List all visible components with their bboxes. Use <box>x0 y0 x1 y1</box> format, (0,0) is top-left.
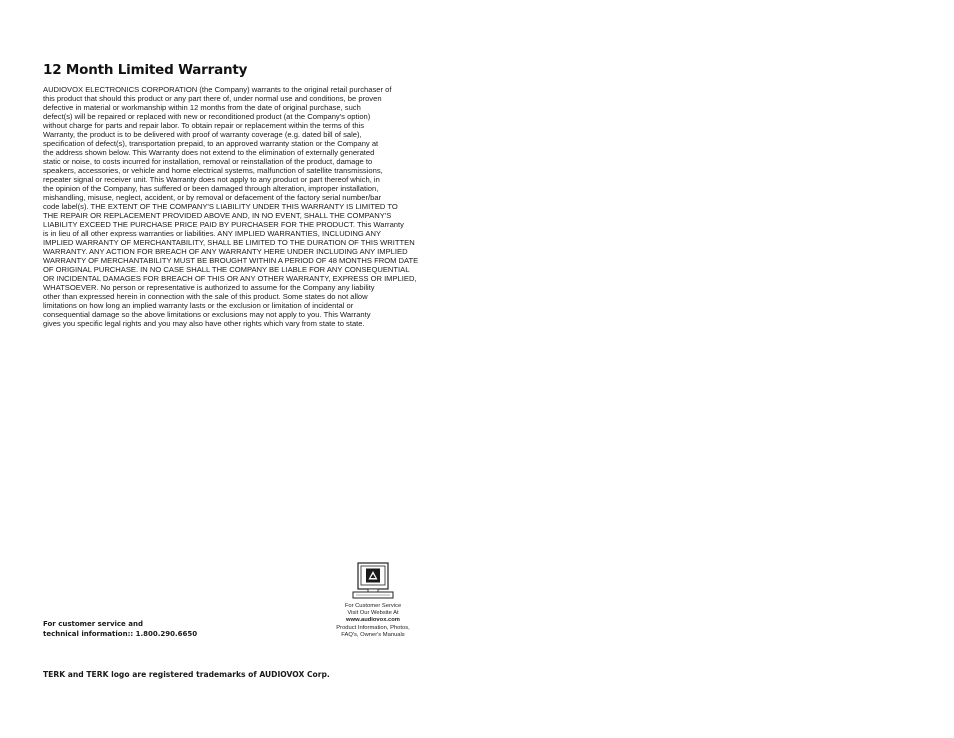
customer-service-phone: technical information:: 1.800.290.6650 <box>43 629 198 638</box>
warranty-text-line: mishandling, misuse, neglect, accident, or by removal or defacement of the factory serial number/bar <box>43 193 382 202</box>
warranty-text-line: repeater signal or receiver unit. This Warranty does not apply to any product or part thereof which, in <box>43 175 380 184</box>
warranty-text-line: other than expressed herein in connection with the sale of this product. Some states do not allow <box>43 292 368 301</box>
warranty-text-line: IMPLIED WARRANTY OF MERCHANTABILITY, SHALL BE LIMITED TO THE DURATION OF THIS WRITTEN <box>43 238 415 247</box>
warranty-text-line: code label(s). THE EXTENT OF THE COMPANY'S LIABILITY UNDER THIS WARRANTY IS LIMITED TO <box>43 202 398 211</box>
warranty-text-line: OF ORIGINAL PURCHASE. IN NO CASE SHALL THE COMPANY BE LIABLE FOR ANY CONSEQUENTIAL <box>43 265 410 274</box>
warranty-text-line: defective in material or workmanship within 12 months from the date of original purchase, such <box>43 103 361 112</box>
warranty-text-line: OR INCIDENTAL DAMAGES FOR BREACH OF THIS OR ANY OTHER WARRANTY, EXPRESS OR IMPLIED, <box>43 274 417 283</box>
warranty-text-line: is in lieu of all other express warranties or liabilities. ANY IMPLIED WARRANTIES, INCLUDING ANY <box>43 229 382 238</box>
warranty-text-line: AUDIOVOX ELECTRONICS CORPORATION (the Company) warrants to the original retail purchaser of <box>43 85 392 94</box>
warranty-text-line: defect(s) will be repaired or replaced with new or reconditioned product (at the Company's option) <box>43 112 371 121</box>
warranty-text-line: without charge for parts and repair labor. To obtain repair or replacement within the terms of this <box>43 121 365 130</box>
website-info-line: Product Information, Photos, <box>336 624 410 631</box>
warranty-text-line: WARRANTY. ANY ACTION FOR BREACH OF ANY WARRANTY HERE UNDER INCLUDING ANY IMPLIED <box>43 247 408 256</box>
warranty-title: 12 Month Limited Warranty <box>43 62 248 78</box>
customer-service-contact <box>43 620 197 639</box>
website-info <box>322 562 424 639</box>
warranty-text-line: LIABILITY EXCEED THE PURCHASE PRICE PAID BY PURCHASER FOR THE PRODUCT. This Warranty <box>43 220 404 229</box>
website-faq-line: FAQ's, Owner's Manuals <box>341 631 405 638</box>
warranty-text-line: the opinion of the Company, has suffered or been damaged through alteration, improper installation, <box>43 184 379 193</box>
trademark-notice: TERK and TERK logo are registered trademarks of AUDIOVOX Corp. <box>43 670 330 679</box>
warranty-text-line: static or noise, to costs incurred for installation, removal or reinstallation of the product, damage to <box>43 157 373 166</box>
warranty-text-line: the address shown below. This Warranty does not extend to the elimination of externally generated <box>43 148 375 157</box>
warranty-text-line: gives you specific legal rights and you may also have other rights which vary from state to state. <box>43 319 365 328</box>
website-visit-line: Visit Our Website At <box>347 610 399 617</box>
website-service-line: For Customer Service <box>344 603 402 609</box>
warranty-text-line: WHATSOEVER. No person or representative is authorized to assume for the Company any liability <box>43 283 375 292</box>
website-url-link[interactable]: www.audiovox.com <box>346 617 400 624</box>
warranty-text-line: speakers, accessories, or vehicle and home electrical systems, malfunction of satellite transmissions, <box>43 166 383 175</box>
customer-service-line: For customer service and <box>43 620 143 628</box>
warranty-text-line: limitations on how long an implied warranty lasts or the exclusion or limitation of incidental or <box>43 301 354 310</box>
warranty-text-line: this product that should this product or any part there of, under normal use and conditions, be proven <box>43 94 382 103</box>
computer-monitor-icon <box>352 562 394 600</box>
warranty-text-line: WARRANTY OF MERCHANTABILITY MUST BE BROUGHT WITHIN A PERIOD OF 48 MONTHS FROM DATE <box>43 256 419 265</box>
warranty-text-line: THE REPAIR OR REPLACEMENT PROVIDED ABOVE AND, IN NO EVENT, SHALL THE COMPANY'S <box>43 211 392 220</box>
warranty-text-line: specification of defect(s), transportation prepaid, to an approved warranty station or the Company at <box>43 139 379 148</box>
warranty-text-line: consequential damage so the above limitations or exclusions may not apply to you. This Warranty <box>43 310 371 319</box>
warranty-text-line: Warranty, the product is to be delivered with proof of warranty coverage (e.g. dated bill of sale), <box>43 130 362 139</box>
warranty-text <box>43 85 443 328</box>
